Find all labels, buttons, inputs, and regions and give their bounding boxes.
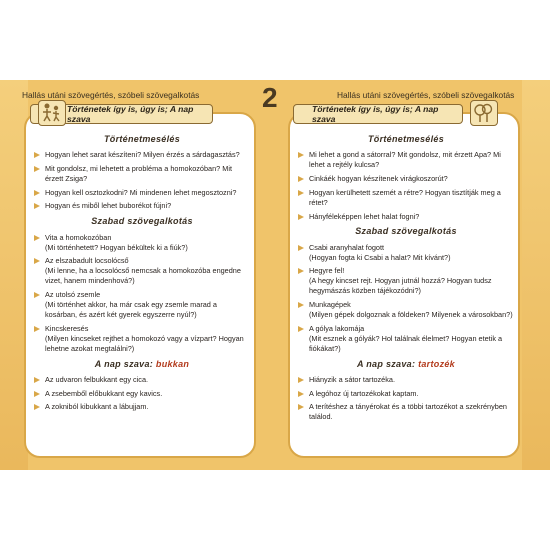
- list-item: Hiányzik a sátor tartozéka.: [298, 375, 514, 385]
- list-item: Hogyan lehet sarat készíteni? Milyen érzés a sárdagasztás?: [34, 150, 250, 160]
- list-item: Hányféleképpen lehet halat fogni?: [298, 212, 514, 222]
- item-text: (Mi lenne, ha a locsolócső nemcsak a homokozóba engedne vizet, hanem mindenhová?): [45, 266, 241, 286]
- left-s1-title: Történetmesélés: [103, 134, 181, 144]
- s3-prefix: A nap szava:: [94, 358, 156, 369]
- left-page-content: [34, 130, 250, 416]
- s3-prefix: A nap szava:: [356, 358, 419, 369]
- list-item: Az udvaron felbukkant egy cica.: [34, 375, 250, 385]
- item-text: (Mi történhetett? Hogyan békültek ki a fiúk?): [45, 242, 188, 252]
- list-item: A zokniból kibukkant a lábujjam.: [34, 402, 250, 412]
- right-s1-list: [298, 150, 514, 221]
- left-banner-title: Történetek így is, úgy is; A nap szava: [67, 104, 194, 124]
- list-item: [34, 324, 250, 354]
- word-of-the-day: bukkan: [155, 358, 190, 369]
- list-item: [34, 256, 250, 286]
- right-s1-title: Történetmesélés: [367, 134, 445, 144]
- list-item: [298, 266, 514, 296]
- left-s3-title: [34, 358, 250, 370]
- word-of-the-day: tartozék: [418, 358, 455, 369]
- item-title: Az utolsó zsemle: [45, 290, 101, 299]
- kids-playing-icon: [38, 100, 66, 126]
- list-item: Mit gondolsz, mi lehetett a probléma a homokozóban? Mit érzett Zsiga?: [34, 164, 250, 184]
- list-item: Hogyan kell osztozkodni? Mi mindenen lehet megosztozni?: [34, 188, 250, 198]
- page-number: 2: [262, 82, 278, 113]
- list-item: Hogyan kerülhetett szemét a rétre? Hogyan tisztítják meg a rétet?: [298, 188, 514, 208]
- item-text: (Mit esznek a gólyák? Hol találnak élelmet? Hogyan etetik a fiókákat?): [309, 333, 503, 353]
- item-title: Kincskeresés: [45, 323, 89, 333]
- right-banner: [293, 104, 463, 124]
- item-text: (Milyen kincseket rejthet a homokozó vagy a vízpart? Hogyan lehetne azokat megtalálni?): [45, 333, 244, 353]
- item-title: Csabi aranyhalat fogott: [309, 242, 385, 252]
- left-s3-list: [34, 375, 250, 412]
- item-title: Munkagépek: [309, 300, 351, 310]
- left-s1-list: [34, 150, 250, 211]
- item-text: (Milyen gépek dolgoznak a földeken? Milyenek a városokban?): [309, 310, 513, 320]
- list-item: A terítéshez a tányérokat és a többi tartozékot a szekrényben találod.: [298, 402, 514, 422]
- list-item: Hogyan és miből lehet buborékot fújni?: [34, 201, 250, 211]
- item-title: Vita a homokozóban: [45, 232, 112, 242]
- item-text: (Mi történhet akkor, ha már csak egy zsemle marad a kosárban, és azért két gyerek egyszerre nyúl?): [45, 300, 217, 320]
- right-page-content: [298, 130, 514, 426]
- right-s2-list: [298, 243, 514, 354]
- item-title: Hegyre fel!: [309, 266, 345, 276]
- left-s2-list: [34, 233, 250, 354]
- item-title: A gólya lakomája: [309, 323, 365, 333]
- right-edge-decoration: [522, 80, 550, 470]
- right-s2-title: Szabad szövegalkotás: [355, 226, 457, 237]
- list-item: [298, 324, 514, 354]
- list-item: Cinkáék hogyan készítenek virágkoszorút?: [298, 174, 514, 184]
- list-item: A legóhoz új tartozékokat kaptam.: [298, 389, 514, 399]
- tree-icon: [470, 100, 498, 126]
- right-banner-title: Történetek így is, úgy is; A nap szava: [312, 104, 439, 124]
- item-text: (A hegy kincset rejt. Hogyan jutnál hozzá? Hogyan tudsz hegymászás közben tájékozódni?): [309, 276, 492, 296]
- right-page-header: Hallás utáni szövegértés, szóbeli szövegalkotás: [337, 90, 515, 100]
- right-s3-list: [298, 375, 514, 422]
- item-title: Az elszabadult locsolócső: [45, 256, 129, 266]
- list-item: [34, 290, 250, 320]
- right-s3-title: [298, 358, 514, 370]
- left-page-header: Hallás utáni szövegértés, szóbeli szövegalkotás: [22, 90, 200, 100]
- left-s2-title: Szabad szövegalkotás: [91, 216, 193, 227]
- item-text: (Hogyan fogta ki Csabi a halat? Mit kívánt?): [309, 252, 451, 262]
- list-item: [298, 300, 514, 320]
- list-item: [298, 243, 514, 263]
- list-item: [34, 233, 250, 253]
- list-item: A zsebemből előbukkant egy kavics.: [34, 389, 250, 399]
- list-item: Mi lehet a gond a sátorral? Mit gondolsz, mit érzett Apa? Mi lehet a rejtély kulcsa?: [298, 150, 514, 170]
